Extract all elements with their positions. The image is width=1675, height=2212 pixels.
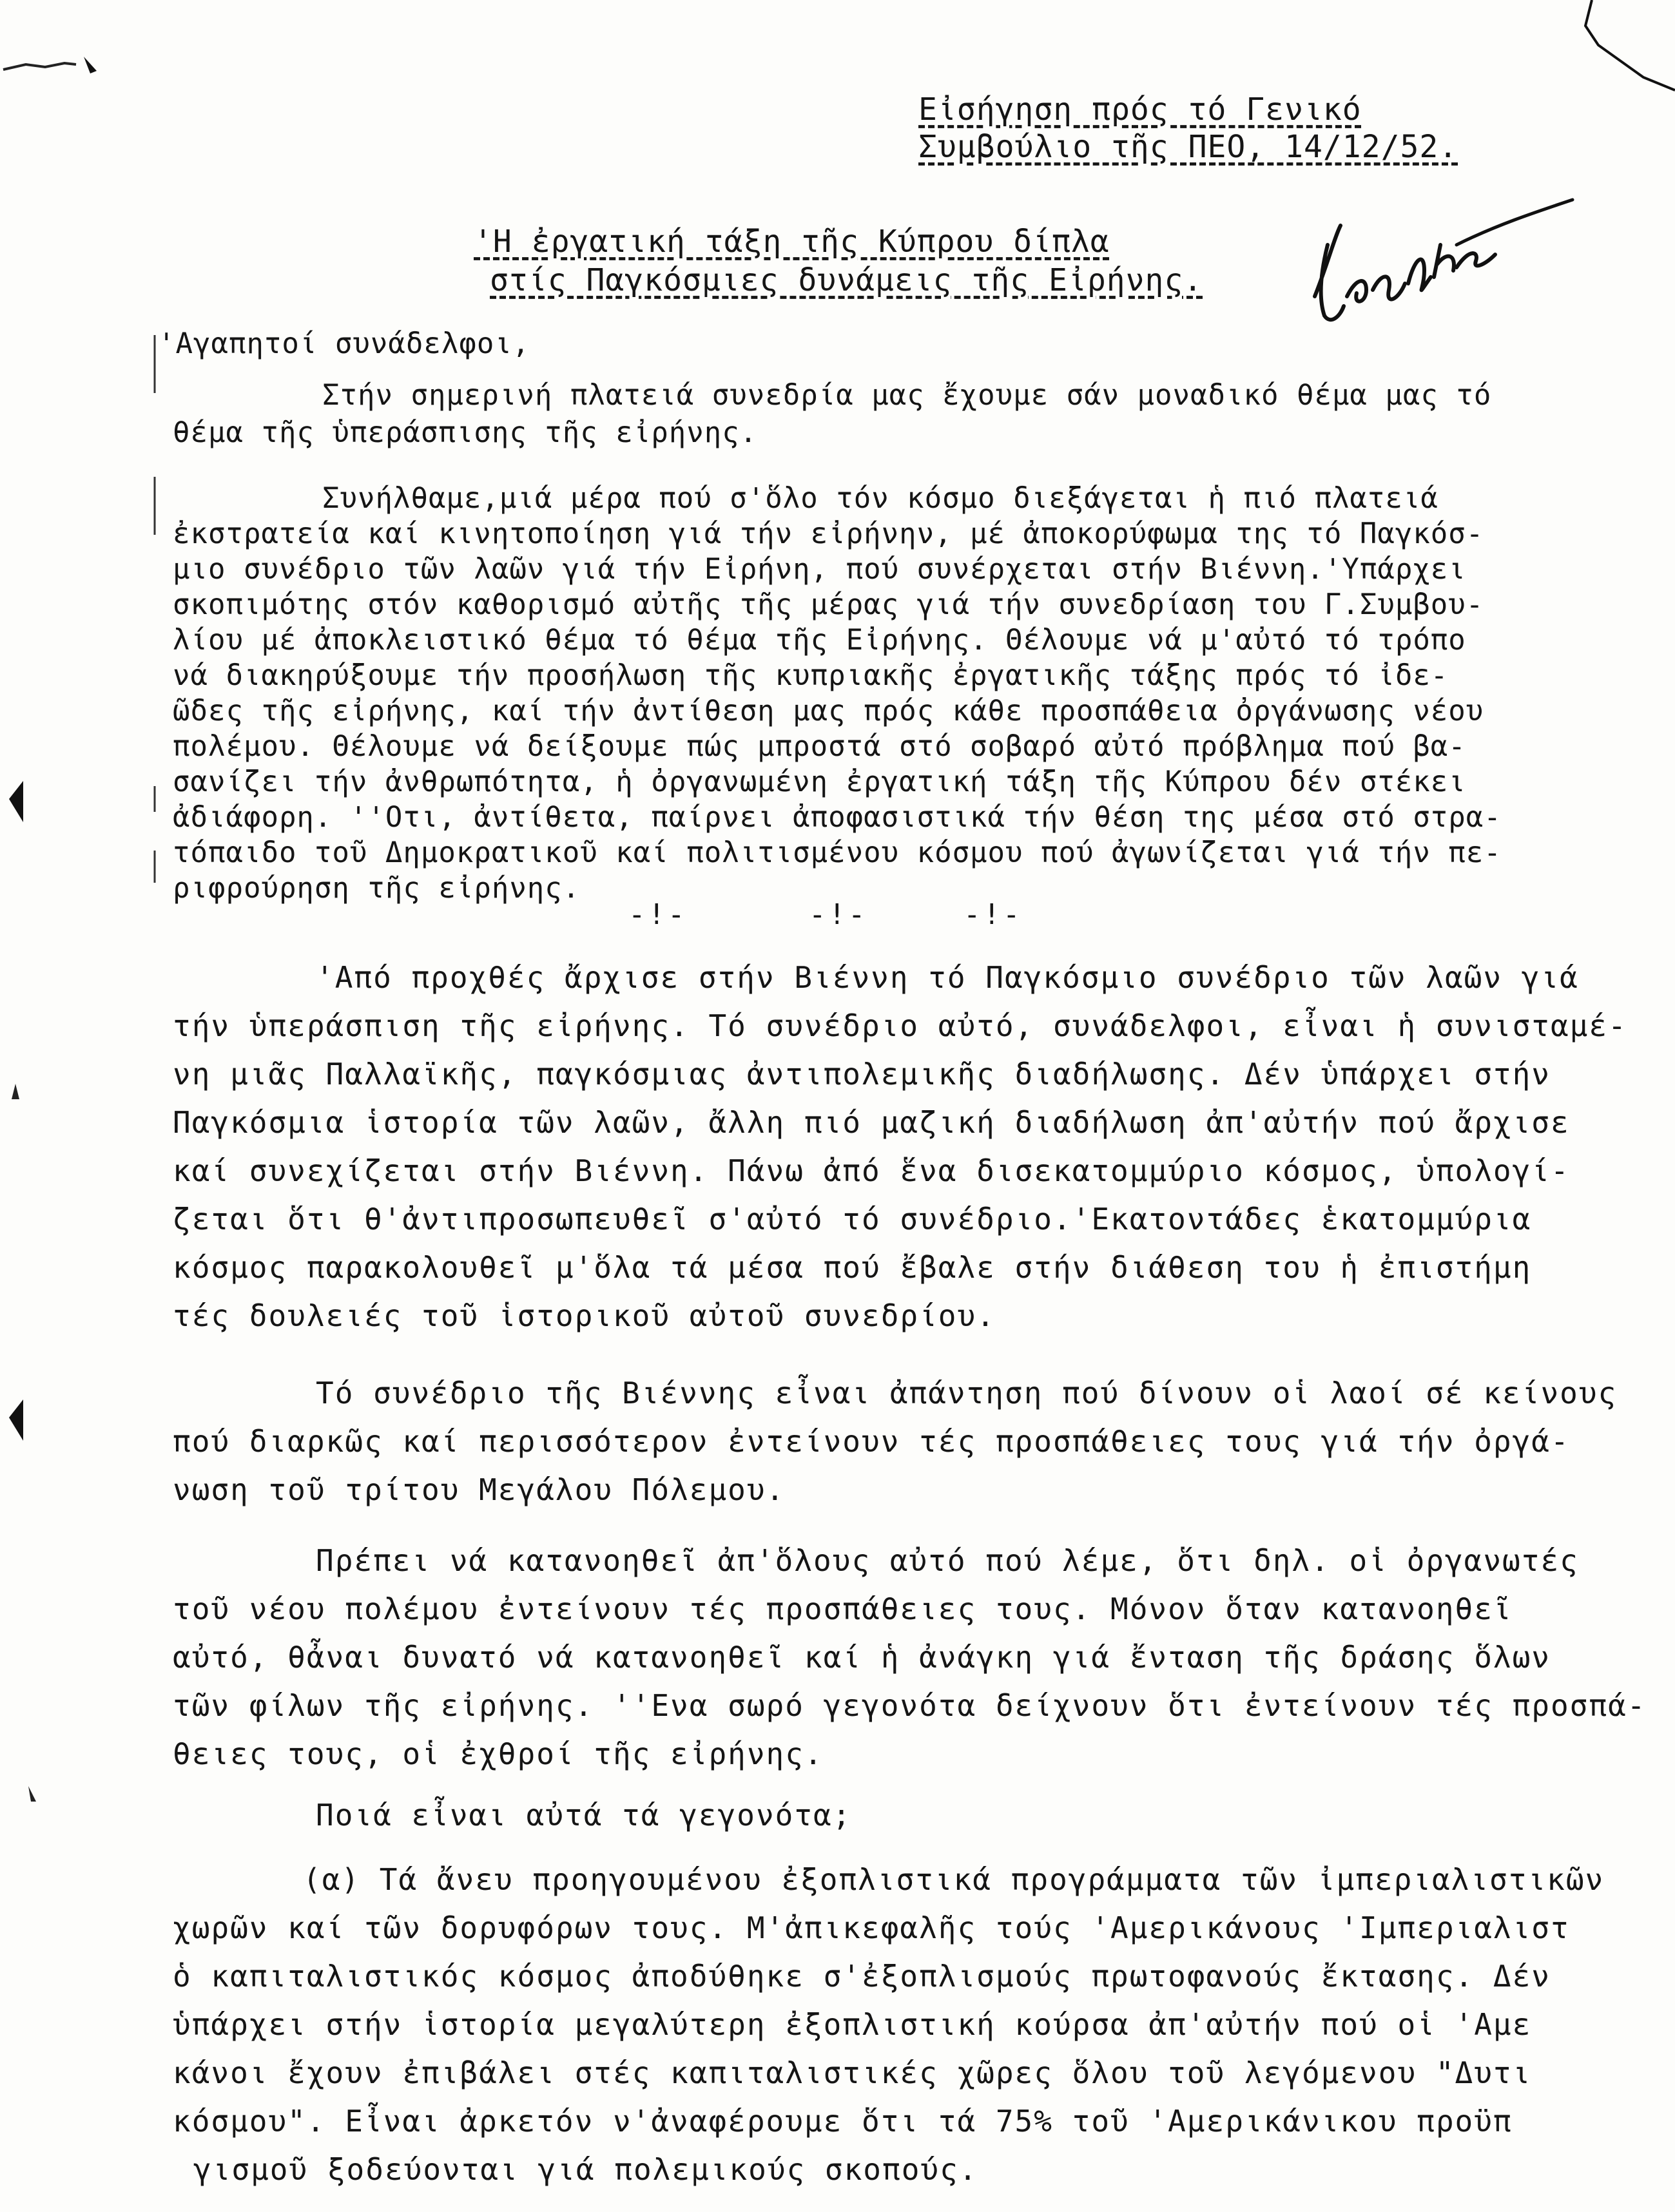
- paragraph-6-line-2: χωρῶν καί τῶν δορυφόρων τους. Μ'ἀπικεφαλῆς τούς 'Αμερικάνους 'Ιμπεριαλιστ: [173, 1910, 1570, 1945]
- question-line: Ποιά εἶναι αὐτά τά γεγονότα;: [316, 1798, 852, 1832]
- paragraph-4-line-3: νωση τοῦ τρίτου Μεγάλου Πόλεμου.: [173, 1472, 786, 1507]
- paragraph-5-line-2: τοῦ νέου πολέμου ἐντείνουν τές προσπάθειες τους. Μόνον ὅταν κατανοηθεῖ: [173, 1592, 1513, 1626]
- paragraph-2-line-8: πολέμου. Θέλουμε νά δείξουμε πώς μπροστά στό σοβαρό αὐτό πρόβλημα πού βα-: [173, 730, 1466, 763]
- paragraph-3-line-6: ζεται ὅτι θ'ἀντιπροσωπευθεῖ σ'αὐτό τό συνέδριο.'Εκατοντάδες ἑκατομμύρια: [173, 1202, 1532, 1236]
- paragraph-1-line-1: Στήν σημερινή πλατειά συνεδρία μας ἔχουμε σάν μοναδικό θέμα μας τό: [322, 379, 1492, 412]
- title-line-1: 'Η ἐργατική τάξη τῆς Κύπρου δίπλα: [474, 224, 1110, 260]
- paragraph-4-line-1: Τό συνέδριο τῆς Βιέννης εἶναι ἀπάντηση πού δίνουν οἱ λαοί σέ κείνους: [316, 1376, 1618, 1410]
- paragraph-1-line-2: θέμα τῆς ὑπεράσπισης τῆς εἰρήνης.: [173, 416, 758, 449]
- paragraph-2-line-9: σανίζει τήν ἀνθρωπότητα, ἡ ὀργανωμένη ἐργατική τάξη τῆς Κύπρου δέν στέκει: [173, 765, 1466, 798]
- paragraph-6-line-6: κόσμου". Εἶναι ἀρκετόν ν'ἀναφέρουμε ὅτι τά 75% τοῦ 'Αμερικάνικου προϋπ: [173, 2104, 1513, 2139]
- margin-punch-3: [6, 1398, 26, 1443]
- paragraph-2-line-1: Συνήλθαμε,μιά μέρα πού σ'ὅλο τόν κόσμο διεξάγεται ἡ πιό πλατειά: [322, 482, 1438, 515]
- paragraph-6-line-3: ὁ καπιταλιστικός κόσμος ἀποδύθηκε σ'ἐξοπλισμούς πρωτοφανούς ἔκτασης. Δέν: [173, 1959, 1551, 1994]
- paragraph-3-line-1: 'Από προχθές ἄρχισε στήν Βιέννη τό Παγκόσμιο συνέδριο τῶν λαῶν γιά: [316, 960, 1579, 995]
- paragraph-4-line-2: πού διαρκῶς καί περισσότερον ἐντείνουν τές προσπάθειες τους γιά τήν ὀργά-: [173, 1424, 1570, 1459]
- paragraph-6-line-4: ὑπάρχει στήν ἱστορία μεγαλύτερη ἐξοπλιστική κούρσα ἀπ'αὐτήν πού οἱ 'Αμε: [173, 2007, 1532, 2042]
- paragraph-6-line-5: κάνοι ἔχουν ἐπιβάλει στές καπιταλιστικές χῶρες ὅλου τοῦ λεγόμενου "Δυτι: [173, 2055, 1532, 2090]
- title-line-2: στίς Παγκόσμιες δυνάμεις τῆς Εἰρήνης.: [490, 262, 1203, 298]
- paragraph-2-line-10: ἀδιάφορη. ''Οτι, ἀντίθετα, παίρνει ἀποφασιστικά τήν θέση της μέσα στό στρα-: [173, 801, 1502, 834]
- paragraph-3-line-5: καί συνεχίζεται στήν Βιέννη. Πάνω ἀπό ἕνα δισεκατομμύριο κόσμος, ὑπολογί-: [173, 1153, 1570, 1188]
- paragraph-2-line-5: λίου μέ ἀποκλειστικό θέμα τό θέμα τῆς Εἰρήνης. Θέλουμε νά μ'αὐτό τό τρόπο: [173, 624, 1466, 657]
- paragraph-5-line-5: θειες τους, οἱ ἐχθροί τῆς εἰρήνης.: [173, 1736, 824, 1771]
- margin-punch-2: [9, 1082, 22, 1101]
- paragraph-3-line-3: νη μιᾶς Παλλαϊκῆς, παγκόσμιας ἀντιπολεμικῆς διαδήλωσης. Δέν ὑπάρχει στήν: [173, 1057, 1551, 1092]
- header-line-2: Συμβούλιο τῆς ΠΕΟ, 14/12/52.: [918, 129, 1458, 165]
- paragraph-3-line-8: τές δουλειές τοῦ ἱστορικοῦ αὐτοῦ συνεδρίου.: [173, 1298, 996, 1333]
- scan-mark-top-right: [1573, 0, 1675, 103]
- paragraph-2-line-6: νά διακηρύξουμε τήν προσήλωση τῆς κυπριακῆς ἐργατικῆς τάξης πρός τό ἰδε-: [173, 659, 1449, 692]
- paragraph-3-line-7: κόσμος παρακολουθεῖ μ'ὅλα τά μέσα πού ἔβαλε στήν διάθεση του ἡ ἐπιστήμη: [173, 1250, 1532, 1285]
- paragraph-2-line-3: μιο συνέδριο τῶν λαῶν γιά τήν Εἰρήνη, πού συνέρχεται στήν Βιέννη.'Υπάρχει: [173, 553, 1466, 586]
- paragraph-2-line-4: σκοπιμότης στόν καθορισμό αὐτῆς τῆς μέρας γιά τήν συνεδρίαση του Γ.Συμβου-: [173, 588, 1484, 621]
- handwritten-signature: [1302, 187, 1585, 335]
- margin-bar-left: [152, 322, 157, 902]
- paragraph-5-line-1: Πρέπει νά κατανοηθεῖ ἀπ'ὅλους αὐτό πού λέμε, ὅτι δηλ. οἱ ὀργανωτές: [316, 1543, 1579, 1578]
- paragraph-2-line-7: ῶδες τῆς εἰρήνης, καί τήν ἀντίθεση μας πρός κάθε προσπάθεια ὀργάνωσης νέου: [173, 695, 1484, 727]
- paragraph-6-line-7: γισμοῦ ξοδεύονται γιά πολεμικούς σκοπούς.: [193, 2152, 978, 2187]
- paragraph-2-line-12: ριφρούρηση τῆς εἰρήνης.: [173, 872, 581, 905]
- paragraph-2-line-2: ἐκστρατεία καί κινητοποίηση γιά τήν εἰρήνην, μέ ἀποκορύφωμα της τό Παγκόσ-: [173, 517, 1484, 550]
- margin-punch-4: [26, 1785, 39, 1803]
- paragraph-3-line-4: Παγκόσμια ἱστορία τῶν λαῶν, ἄλλη πιό μαζική διαδήλωση ἀπ'αὐτήν πού ἄρχισε: [173, 1105, 1570, 1140]
- scan-mark-top-left: [0, 45, 116, 84]
- separator-mark-1: -!-: [628, 898, 688, 931]
- paragraph-5-line-4: τῶν φίλων τῆς εἰρήνης. ''Ενα σωρό γεγονότα δείχνουν ὅτι ἐντείνουν τές προσπά-: [173, 1688, 1647, 1723]
- paragraph-6-line-1: (α) Τά ἄνευ προηγουμένου ἐξοπλιστικά προγράμματα τῶν ἰμπεριαλιστικῶν: [303, 1862, 1605, 1897]
- separator-mark-3: -!-: [963, 898, 1023, 931]
- margin-punch-1: [6, 780, 26, 825]
- separator-mark-2: -!-: [809, 898, 868, 931]
- header-line-1: Εἰσήγηση πρός τό Γενικό: [918, 91, 1362, 128]
- paragraph-5-line-3: αὐτό, θἆναι δυνατό νά κατανοηθεῖ καί ἡ ἀνάγκη γιά ἔνταση τῆς δράσης ὅλων: [173, 1640, 1551, 1675]
- paragraph-2-line-11: τόπαιδο τοῦ Δημοκρατικοῦ καί πολιτισμένου κόσμου πού ἀγωνίζεται γιά τήν πε-: [173, 836, 1502, 869]
- salutation: 'Αγαπητοί συνάδελφοι,: [158, 327, 530, 360]
- paragraph-3-line-2: τήν ὑπεράσπιση τῆς εἰρήνης. Τό συνέδριο αὐτό, συνάδελφοι, εἶναι ἡ συνισταμέ-: [173, 1008, 1627, 1043]
